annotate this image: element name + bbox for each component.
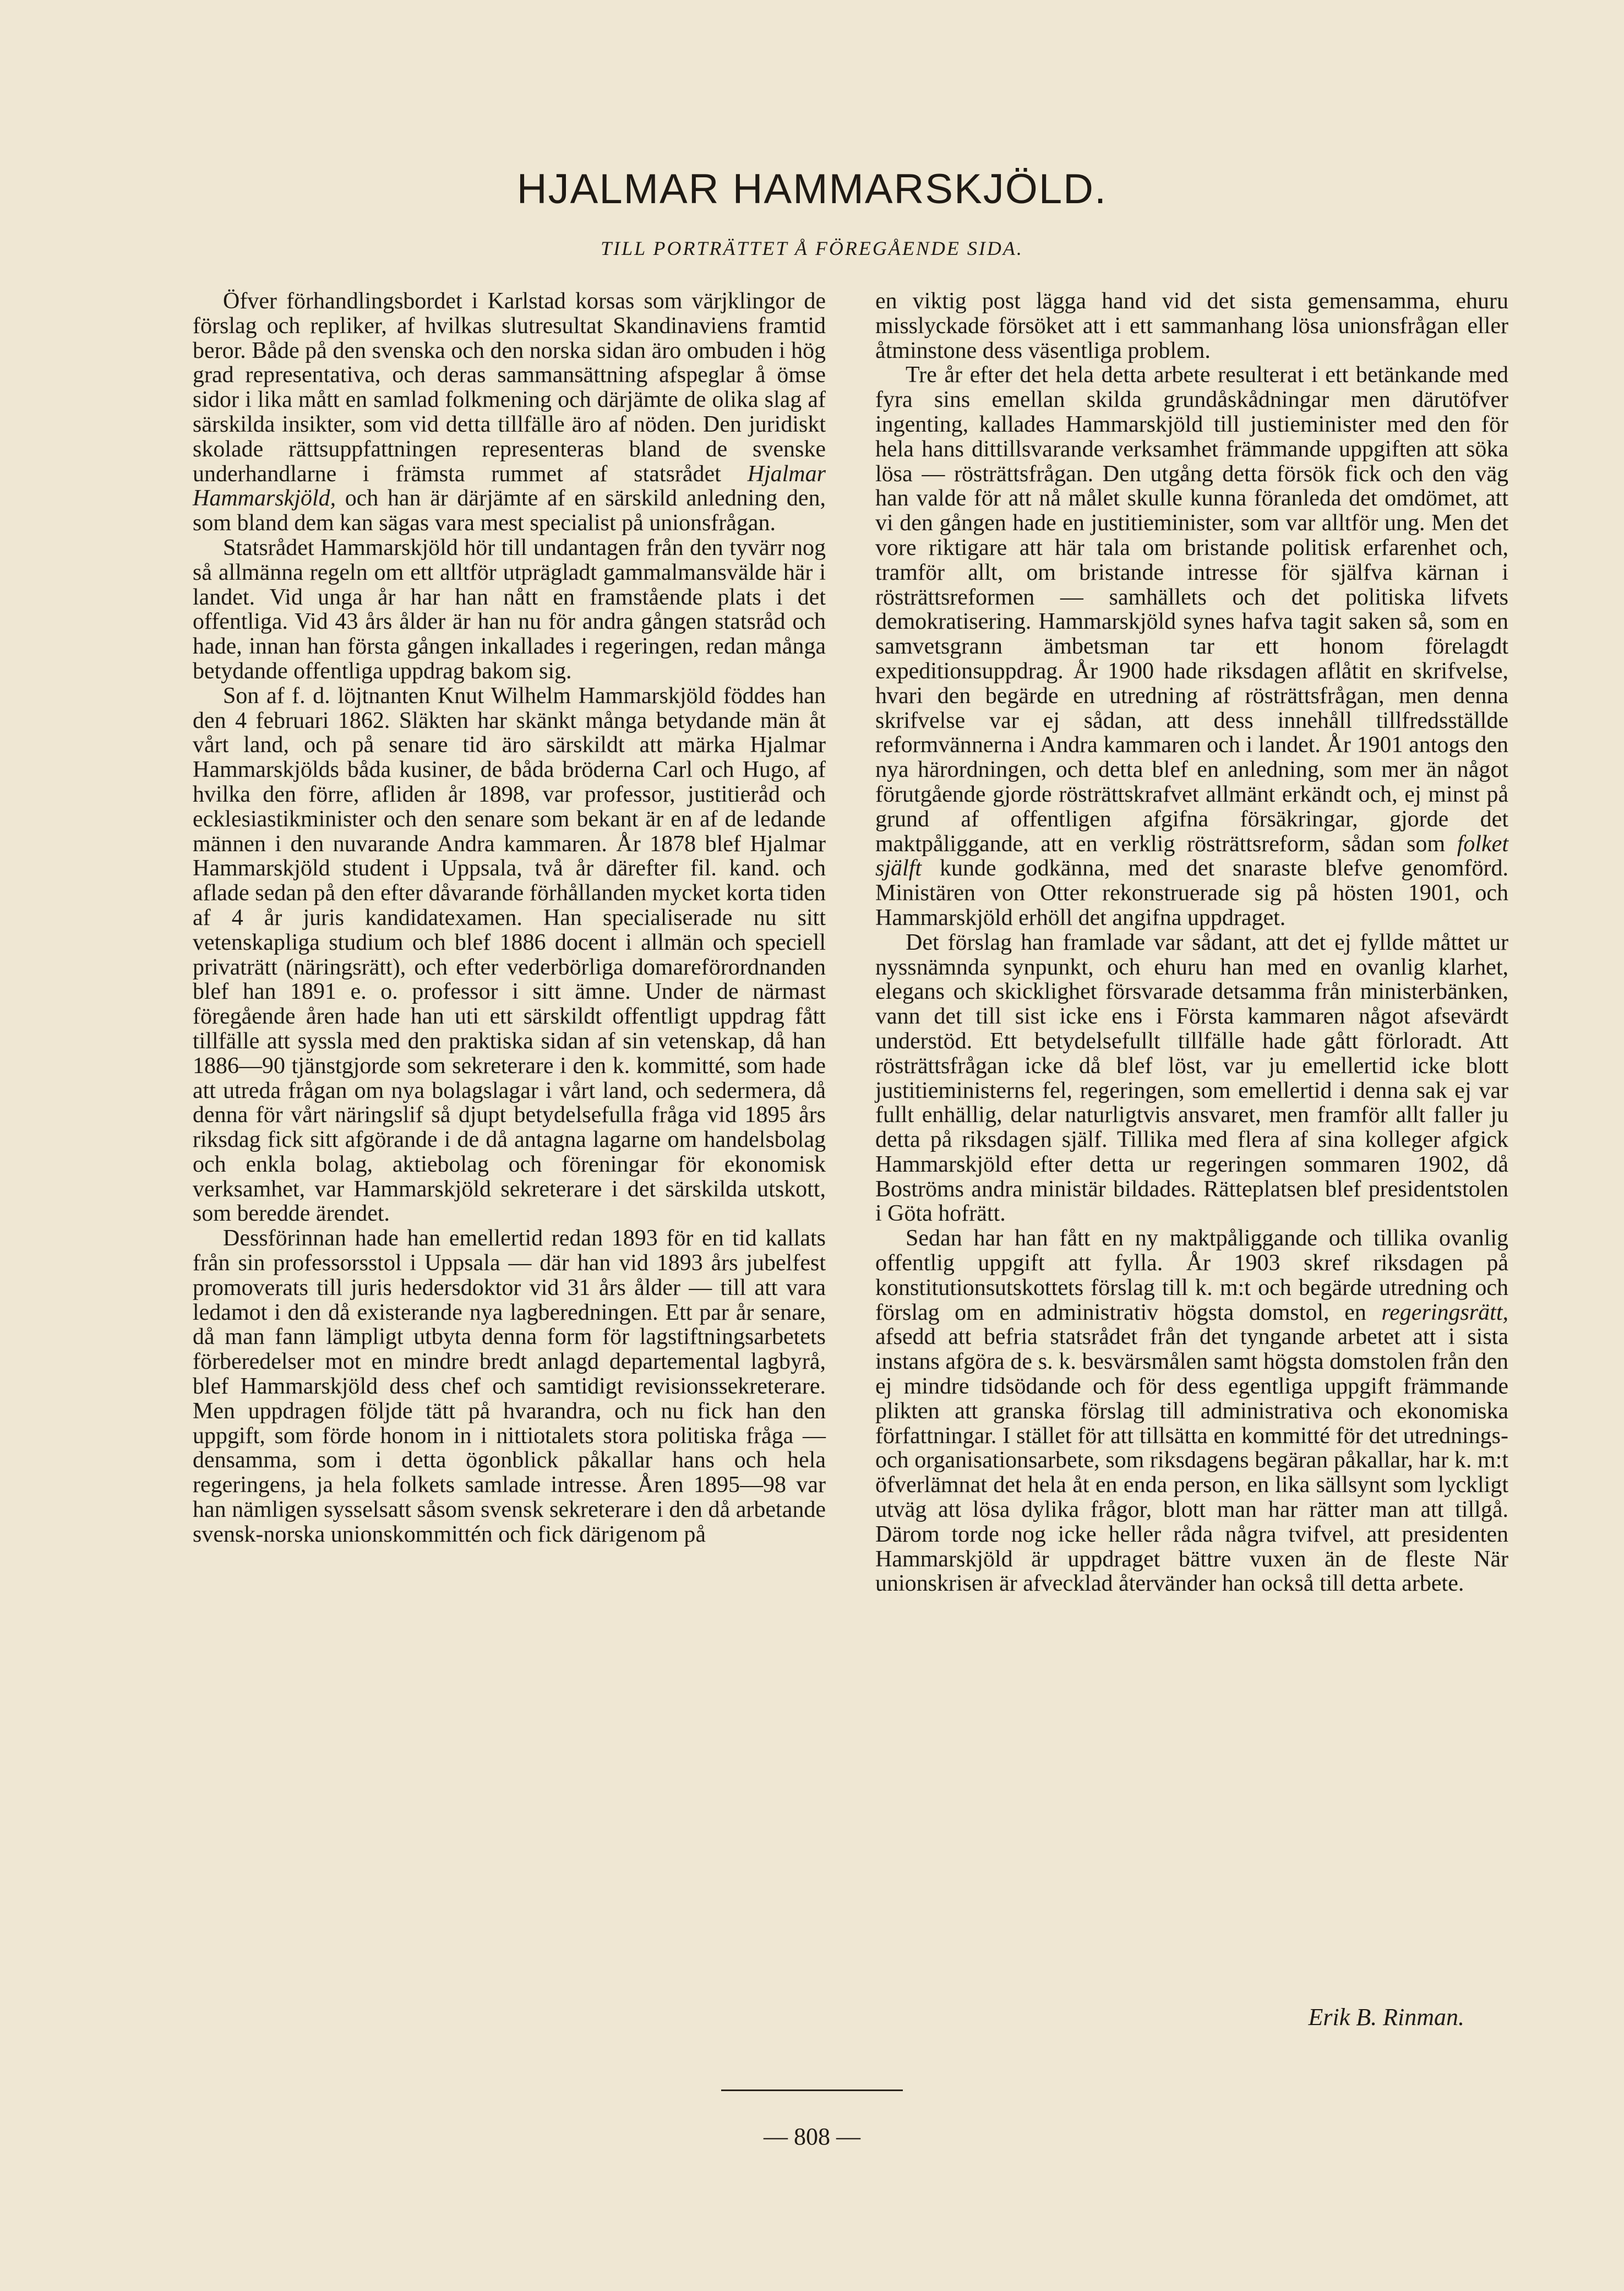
paragraph: Sedan har han fått en ny maktpåliggande och tillika ovanlig offentlig uppgift att fylla. År 1903 skref riksdagen på konstitutionsutskottets förslag till k. m:t och begärde utredning och förslag om en administrativ högsta domstol, en regeringsrätt, afsedd att befria statsrådet från det tyngande arbetet att i sista instans afgöra de s. k. besvärsmålen samt högsta domstolen från den ej mindre tidsödande och för dess egentliga uppgift främmande plikten att granska förslag till administrativa och ekonomiska författningar. I stället för att tillsätta en kommitté för det utrednings- och organisationsarbete, som riksdagens begäran påkallar, har k. m:t öfverlämnat det hela åt en enda person, en lika sällsynt som lyckligt utväg att lösa dylika frågor, blott man har rätter man att tillgå. Därom torde nog icke heller råda några tvifvel, att presidenten Hammarskjöld är uppdraget bättre vuxen än de fleste När unionskrisen är afvecklad återvänder han också till detta arbete. — [875, 1226, 1508, 1597]
page-subtitle: TILL PORTRÄTTET Å FÖREGÅENDE SIDA. — [601, 237, 1023, 259]
author-signature: Erik B. Rinman. — [1308, 2004, 1464, 2031]
paragraph: Tre år efter det hela detta arbete resulterat i ett betänkande med fyra sins emellan skilda grundåskådningar men därutöfver ingenting, kallades Hammarskjöld till justieminister med den för hela hans dittillsvarande verksamhet främmande uppgiften att söka lösa — rösträttsfrågan. Den utgång detta försök fick och den väg han valde för att nå målet skulle kunna föranleda det omdömet, att vi den gången hade en justitieminister, som var alltför ung. Men det vore riktigare att här tala om bristande politisk erfarenhet och, tramför allt, om bristande intresse för själfva kärnan i rösträttsreformen — samhällets och det politiska lifvets demokratisering. Hammarskjöld synes hafva tagit saken så, som en samvetsgrann ämbetsman tar ett honom förelagdt expeditionsuppdrag. År 1900 hade riksdagen aflåtit en skrifvelse, hvari den begärde en utredning af rösträttsfrågan, men denna skrifvelse var ej sådan, att dess innehåll tillfredsställde reformvännerna i Andra kammaren och i landet. År 1901 antogs den nya härordningen, och detta blef en anledning, som mer än något förutgående gjorde rösträttskrafvet allmänt erkändt och, ej minst på grund af offentligen afgifna försäkringar, gjorde det maktpåliggande, att en verklig rösträttsreform, sådan som folket själft kunde godkänna, med det snaraste blefve genomförd. Ministären von Otter rekonstruerade sig på hösten 1901, och Hammarskjöld erhöll det angifna uppdraget. — [875, 362, 1508, 930]
paragraph: Statsrådet Hammarskjöld hör till undantagen från den tyvärr nog så allmänna regeln om ett alltför utprägladt gammalmansvälde här i landet. Vid unga år har han nått en framstående plats i det offentliga. Vid 43 års ålder är han nu för andra gången statsråd och hade, innan han första gången inkallades i regeringen, redan många betydande offentliga uppdrag bakom sig. — [193, 535, 826, 684]
paragraph: en viktig post lägga hand vid det sista gemensamma, ehuru misslyckade försöket att i ett sammanhang lösa unionsfrågan eller åtminstone dess väsentliga problem. — [875, 289, 1508, 363]
right-column — [875, 289, 1508, 1596]
page-title: HJALMAR HAMMARSKJÖLD. — [516, 166, 1108, 213]
paragraph: Son af f. d. löjtnanten Knut Wilhelm Hammarskjöld föddes han den 4 februari 1862. Släkten har skänkt många betydande män åt vårt land, och på senare tid äro särskildt att märka Hjalmar Hammarskjölds båda kusiner, de båda bröderna Carl och Hugo, af hvilka den förre, afliden år 1898, var professor, justitieråd och ecklesiastikminister och den senare som bekant är en af de ledande männen i den nuvarande Andra kammaren. År 1878 blef Hjalmar Hammarskjöld student i Uppsala, två år därefter fil. kand. och aflade sedan på den efter dåvarande förhållanden mycket korta tiden af 4 år juris kandidatexamen. Han specialiserade nu sitt vetenskapliga studium och blef 1886 docent i allmän och speciell privaträtt (näringsrätt), och efter vederbörliga domareförordnanden blef han 1891 e. o. professor i sitt ämne. Under de närmast föregående åren hade han uti ett särskildt offentligt uppdrag fått tillfälle att syssla med den praktiska sidan af sin vetenskap, då han 1886—90 tjänstgjorde som sekreterare i den k. kommitté, som hade att utreda frågan om nya bolagslagar i vårt land, och sedermera, då denna för vårt näringslif så djupt betydelsefulla fråga vid 1895 års riksdag fick sitt afgörande i de då antagna lagarne om handelsbolag och enkla bolag, aktiebolag och föreningar för ekonomisk verksamhet, var Hammarskjöld sekreterare i det särskilda utskott, som beredde ärendet. — [193, 683, 826, 1227]
paragraph: Öfver förhandlingsbordet i Karlstad korsas som värjklingor de förslag och repliker, af hvilkas slutresultat Skandinaviens framtid beror. Både på den svenska och den norska sidan äro ombuden i hög grad representativa, och deras sammansättning afspeglar å ömse sidor i lika mått en samlad folkmening och därjämte de olika slag af särskilda insikter, som vid detta tillfälle äro af nöden. Den juridiskt skolade rättsuppfattningen representeras bland de svenske underhandlarne i främsta rummet af statsrådet Hjalmar Hammarskjöld, och han är därjämte af en särskild anledning den, som bland dem kan sägas vara mest specialist på unionsfrågan. — [193, 289, 826, 536]
paragraph: Dessförinnan hade han emellertid redan 1893 för en tid kallats från sin professorsstol i Uppsala — där han vid 1893 års jubelfest promoverats till juris hedersdoktor vid 31 års ålder — till att vara ledamot i den då existerande nya lagberedningen. Ett par år senare, då man fann lämpligt utbyta denna form för lagstiftningsarbetets förberedelser mot en mindre bredt anlagd departemental lagbyrå, blef Hammarskjöld dess chef och samtidigt revisionssekreterare. Men uppdragen följde tätt på hvarandra, och nu fick han den uppgift, som förde honom in i nittiotalets stora politiska fråga — densamma, som i detta ögonblick påkallar hans och hela regeringens, ja hela folkets samlade intresse. Åren 1895—98 var han nämligen sysselsatt såsom svensk sekreterare i den då arbetande svensk-norska unionskommittén och fick därigenom på — [193, 1226, 826, 1547]
divider — [721, 2089, 903, 2091]
page-number: — 808 — — [764, 2123, 860, 2150]
paragraph: Det förslag han framlade var sådant, att det ej fyllde måttet ur nyssnämnda synpunkt, och ehuru han med en ovanlig klarhet, elegans och skicklighet försvarade detsamma från ministerbänken, vann det till sist icke ens i Första kammaren något afsevärdt understöd. Ett betydelsefullt tillfälle hade gått förloradt. Att rösträttsfrågan icke då blef löst, var ju emellertid icke blott justitieministerns fel, regeringen, som emellertid i denna sak ej var fullt enhällig, delar naturligtvis ansvaret, men framför allt faller ju detta på riksdagen själf. Tillika med flera af sina kolleger afgick Hammarskjöld efter detta ur regeringen sommaren 1902, då Boströms andra ministär bildades. Rätteplatsen blef presidentstolen i Göta hofrätt. — [875, 929, 1508, 1227]
left-column — [193, 289, 826, 1547]
